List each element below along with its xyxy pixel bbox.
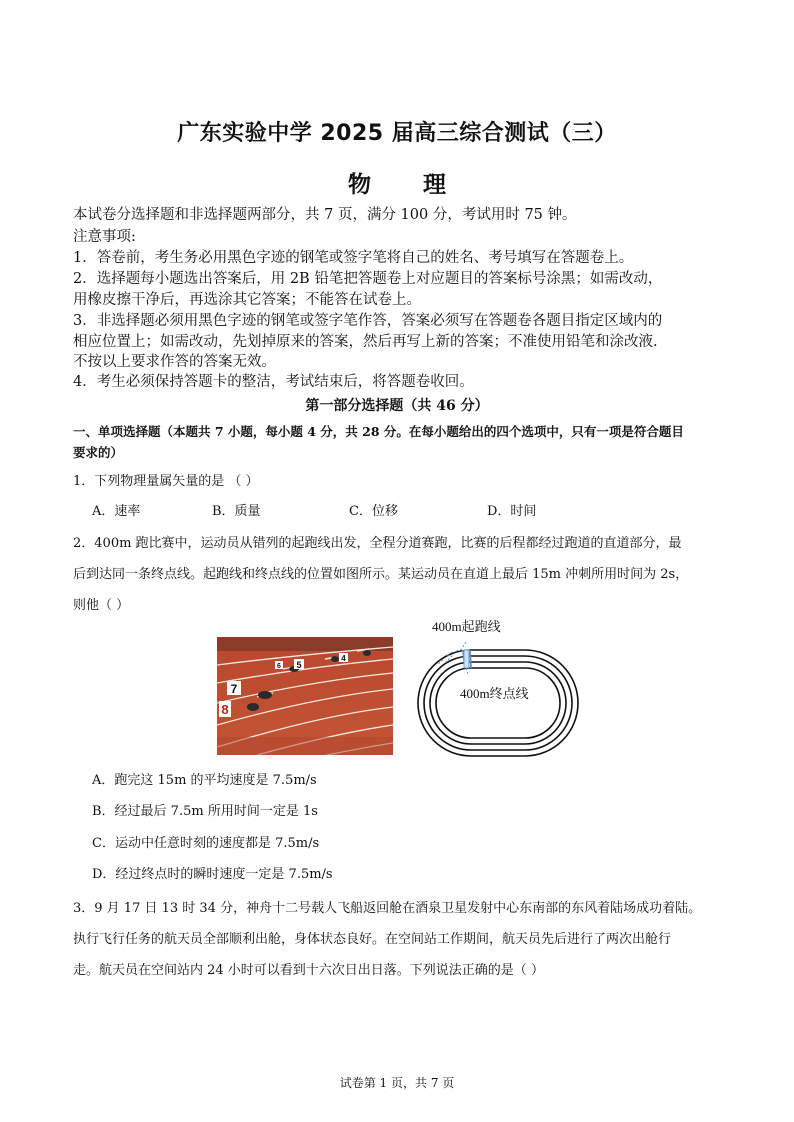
lane-number: 5 (296, 660, 302, 670)
q1-option-c: C．位移 (349, 504, 398, 519)
q1-option-d: D．时间 (487, 504, 537, 519)
notice-line: 相应位置上；如需改动，先划掉原来的答案，然后再写上新的答案；不准使用铅笔和涂改液. (73, 334, 658, 350)
q2-stem-line: 后到达同一条终点线。起跑线和终点线的位置如图所示。某运动员在直道上最后 15m 冲刺所用时间为 2s， (73, 567, 689, 582)
subject-char-1: 物 (348, 172, 371, 198)
lane-number: 7 (230, 682, 238, 696)
notice-line: 用橡皮擦干净后，再选涂其它答案；不能答在试卷上。 (73, 292, 421, 308)
q3-stem-line: 执行飞行任务的航天员全部顺利出舱，身体状态良好。在空间站工作期间，航天员先后进行了两次出舱行 (73, 932, 672, 947)
section-instruction-line2: 要求的） (73, 445, 124, 460)
q1-stem: 1．下列物理量属矢量的是 （ ） (73, 474, 259, 489)
q2-stem-line: 则他（ ） (73, 598, 130, 613)
q1-option-b: B．质量 (212, 504, 261, 519)
lane-number: 6 (277, 663, 281, 670)
lane-number: 8 (221, 702, 229, 717)
q1-option-a: A．速率 (92, 504, 141, 519)
notice-line: 不按以上要求作答的答案无效。 (73, 354, 276, 370)
q2-option-c: C．运动中任意时刻的速度都是 7.5m/s (92, 836, 320, 851)
notice-heading: 注意事项: (73, 229, 136, 245)
q2-stem-line: 2．400m 跑比赛中，运动员从错列的起跑线出发，全程分道赛跑，比赛的后程都经过跑道的直道部分，最 (73, 536, 682, 551)
q3-stem-line: 3．9 月 17 日 13 时 34 分，神舟十二号载人飞船返回舱在酒泉卫星发射中心东南部的东风着陆场成功着陆。 (73, 901, 702, 916)
notice-line: 3．非选择题必须用黑色字迹的钢笔或签字笔作答，答案必须写在答题卷各题目指定区域内的 (73, 313, 663, 329)
exam-title: 广东实验中学 2025 届高三综合测试（三） (177, 121, 617, 146)
q3-stem-line: 走。航天员在空间站内 24 小时可以看到十六次日出日落。下列说法正确的是（ ） (73, 963, 544, 978)
notice-line: 2．选择题每小题选出答案后，用 2B 铅笔把答题卷上对应题目的答案标号涂黑；如需改动， (73, 271, 663, 287)
start-line-label: 400m起跑线 (432, 619, 501, 634)
section-instruction-line1: 一、单项选择题（本题共 7 小题，每小题 4 分，共 28 分。在每小题给出的四个选项中，只有一项是符合题目 (73, 424, 684, 439)
subject-title (0, 166, 794, 199)
page-footer: 试卷第 1 页，共 7 页 (339, 1076, 455, 1090)
finish-line-label: 400m终点线 (460, 686, 529, 701)
track-start-photo (217, 637, 393, 755)
notice-line: 4．考生必须保持答题卡的整洁，考试结束后，将答题卷收回。 (73, 374, 474, 390)
q2-option-b: B．经过最后 7.5m 所用时间一定是 1s (92, 804, 318, 819)
part1-heading: 第一部分选择题（共 46 分） (305, 398, 489, 414)
q2-option-a: A．跑完这 15m 的平均速度是 7.5m/s (92, 773, 317, 788)
lane-number: 4 (341, 654, 346, 663)
notice-line: 1．答卷前，考生务必用黑色字迹的钢笔或签字笔将自己的姓名、考号填写在答题卷上。 (73, 250, 634, 266)
q2-option-d: D．经过终点时的瞬时速度一定是 7.5m/s (92, 867, 333, 882)
exam-intro: 本试卷分选择题和非选择题两部分，共 7 页，满分 100 分，考试用时 75 钟。 (73, 207, 577, 223)
track-diagram (408, 612, 588, 768)
subject-char-2: 理 (423, 172, 446, 198)
